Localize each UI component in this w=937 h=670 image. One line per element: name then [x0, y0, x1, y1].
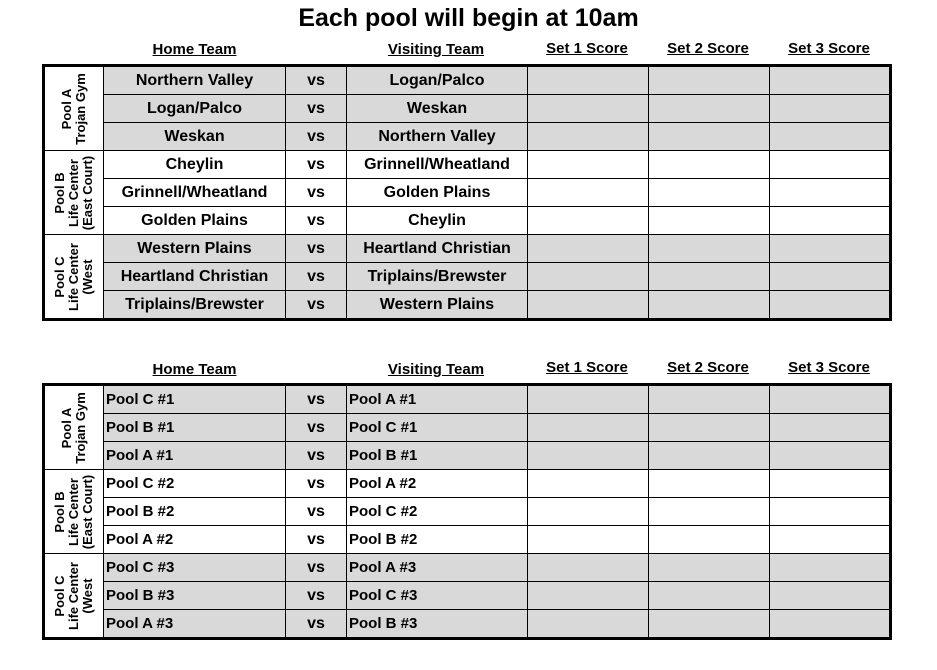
- bracket-schedule-table: [42, 383, 892, 640]
- pool-venue: Life Center: [66, 477, 81, 546]
- set3-score-cell[interactable]: [770, 179, 891, 207]
- vs-cell: vs: [286, 526, 347, 554]
- set3-score-cell[interactable]: [770, 263, 891, 291]
- set1-score-cell[interactable]: [528, 610, 649, 639]
- match-row: [44, 95, 891, 123]
- vs-cell: vs: [286, 263, 347, 291]
- set1-score-cell[interactable]: [528, 554, 649, 582]
- pool-venue2: (West: [80, 577, 95, 614]
- vs-cell: vs: [286, 498, 347, 526]
- vs-cell: vs: [286, 95, 347, 123]
- set2-score-cell[interactable]: [649, 526, 770, 554]
- home-team-cell: Grinnell/Wheatland: [104, 179, 286, 207]
- set2-score-cell[interactable]: [649, 66, 770, 95]
- pool-name: Pool B: [52, 490, 67, 533]
- match-row: [44, 385, 891, 414]
- set2-score-cell[interactable]: [649, 442, 770, 470]
- home-team-cell: Heartland Christian: [104, 263, 286, 291]
- pool-label-cell: [44, 151, 104, 235]
- set3-score-cell[interactable]: [770, 554, 891, 582]
- pool-label-cell: [44, 385, 104, 470]
- home-team-cell: Pool C #2: [104, 470, 286, 498]
- home-team-cell: Logan/Palco: [104, 95, 286, 123]
- vs-cell: vs: [286, 385, 347, 414]
- set3-score-cell[interactable]: [770, 385, 891, 414]
- pool-venue: Trojan Gym: [73, 391, 88, 464]
- set3-score-cell[interactable]: [770, 414, 891, 442]
- visiting-team-header-2: Visiting Team: [387, 361, 485, 378]
- match-row: [44, 151, 891, 179]
- match-row: [44, 414, 891, 442]
- visiting-team-cell: Pool C #3: [347, 582, 528, 610]
- home-team-cell: Pool C #1: [104, 385, 286, 414]
- visiting-team-cell: Pool C #1: [347, 414, 528, 442]
- vs-cell: vs: [286, 123, 347, 151]
- match-row: [44, 498, 891, 526]
- set3-score-cell[interactable]: [770, 235, 891, 263]
- home-team-cell: Pool A #1: [104, 442, 286, 470]
- visiting-team-cell: Pool A #2: [347, 470, 528, 498]
- set2-score-header-2: Set 2 Score: [667, 359, 749, 376]
- pool-venue: Life Center: [66, 158, 81, 227]
- vs-cell: vs: [286, 582, 347, 610]
- visiting-team-cell: Pool B #1: [347, 442, 528, 470]
- match-row: [44, 263, 891, 291]
- visiting-team-cell: Cheylin: [347, 207, 528, 235]
- set1-score-cell[interactable]: [528, 526, 649, 554]
- set3-score-cell[interactable]: [770, 442, 891, 470]
- match-row: [44, 291, 891, 320]
- set1-score-cell[interactable]: [528, 442, 649, 470]
- set2-score-cell[interactable]: [649, 554, 770, 582]
- home-team-cell: Pool B #1: [104, 414, 286, 442]
- visiting-team-cell: Northern Valley: [347, 123, 528, 151]
- pool-venue: Trojan Gym: [73, 72, 88, 145]
- set1-score-cell[interactable]: [528, 151, 649, 179]
- match-row: [44, 207, 891, 235]
- match-row: [44, 470, 891, 498]
- pool-venue2: (East Court): [80, 474, 95, 549]
- vs-cell: vs: [286, 442, 347, 470]
- set1-score-cell[interactable]: [528, 498, 649, 526]
- set2-score-cell[interactable]: [649, 95, 770, 123]
- vs-cell: vs: [286, 66, 347, 95]
- match-row: [44, 123, 891, 151]
- visiting-team-cell: Triplains/Brewster: [347, 263, 528, 291]
- set2-score-cell[interactable]: [649, 291, 770, 320]
- visiting-team-cell: Western Plains: [347, 291, 528, 320]
- match-row: [44, 235, 891, 263]
- home-team-cell: Western Plains: [104, 235, 286, 263]
- set1-score-cell[interactable]: [528, 470, 649, 498]
- home-team-cell: Cheylin: [104, 151, 286, 179]
- vs-cell: vs: [286, 470, 347, 498]
- visiting-team-cell: Pool A #3: [347, 554, 528, 582]
- set1-score-header: Set 1 Score: [546, 40, 628, 57]
- set3-score-cell[interactable]: [770, 123, 891, 151]
- set1-score-cell[interactable]: [528, 179, 649, 207]
- set3-score-cell[interactable]: [770, 291, 891, 320]
- set3-score-cell[interactable]: [770, 95, 891, 123]
- set3-score-cell[interactable]: [770, 207, 891, 235]
- vs-cell: vs: [286, 610, 347, 639]
- set1-score-cell[interactable]: [528, 207, 649, 235]
- set1-score-cell[interactable]: [528, 291, 649, 320]
- visiting-team-cell: Grinnell/Wheatland: [347, 151, 528, 179]
- pool-venue: Life Center: [66, 242, 81, 311]
- set2-score-cell[interactable]: [649, 263, 770, 291]
- pool-venue2: (West: [80, 258, 95, 295]
- set1-score-cell[interactable]: [528, 385, 649, 414]
- set2-score-cell[interactable]: [649, 151, 770, 179]
- match-row: [44, 610, 891, 639]
- pool-name: Pool C: [52, 255, 67, 298]
- visiting-team-cell: Pool B #3: [347, 610, 528, 639]
- pool-label-cell: [44, 235, 104, 320]
- pool-label-cell: [44, 66, 104, 151]
- pool-name: Pool C: [52, 574, 67, 617]
- pool-venue2: (East Court): [80, 155, 95, 230]
- pool-schedule-table: [42, 64, 892, 321]
- set1-score-cell[interactable]: [528, 95, 649, 123]
- set2-score-cell[interactable]: [649, 207, 770, 235]
- home-team-cell: Weskan: [104, 123, 286, 151]
- visiting-team-cell: Heartland Christian: [347, 235, 528, 263]
- home-team-cell: Pool A #3: [104, 610, 286, 639]
- pool-name: Pool A: [59, 407, 74, 448]
- set3-score-cell[interactable]: [770, 526, 891, 554]
- home-team-cell: Pool B #3: [104, 582, 286, 610]
- pool-label-cell: [44, 554, 104, 639]
- pool-name: Pool B: [52, 171, 67, 214]
- set2-score-cell[interactable]: [649, 123, 770, 151]
- vs-cell: vs: [286, 235, 347, 263]
- home-team-cell: Pool B #2: [104, 498, 286, 526]
- visiting-team-cell: Pool A #1: [347, 385, 528, 414]
- home-team-cell: Golden Plains: [104, 207, 286, 235]
- set1-score-cell[interactable]: [528, 263, 649, 291]
- home-team-header: Home Team: [152, 41, 237, 58]
- visiting-team-cell: Pool B #2: [347, 526, 528, 554]
- set2-score-cell[interactable]: [649, 235, 770, 263]
- set2-score-cell[interactable]: [649, 498, 770, 526]
- home-team-header-2: Home Team: [152, 361, 237, 378]
- set3-score-cell[interactable]: [770, 66, 891, 95]
- home-team-cell: Triplains/Brewster: [104, 291, 286, 320]
- visiting-team-cell: Pool C #2: [347, 498, 528, 526]
- set3-score-cell[interactable]: [770, 498, 891, 526]
- home-team-cell: Pool A #2: [104, 526, 286, 554]
- vs-cell: vs: [286, 179, 347, 207]
- visiting-team-cell: Golden Plains: [347, 179, 528, 207]
- visiting-team-cell: Logan/Palco: [347, 66, 528, 95]
- home-team-cell: Pool C #3: [104, 554, 286, 582]
- match-row: [44, 442, 891, 470]
- pool-name: Pool A: [59, 88, 74, 129]
- pool-venue: Life Center: [66, 561, 81, 630]
- visiting-team-header: Visiting Team: [387, 41, 485, 58]
- set3-score-cell[interactable]: [770, 610, 891, 639]
- set2-score-cell[interactable]: [649, 582, 770, 610]
- set3-score-cell[interactable]: [770, 470, 891, 498]
- home-team-cell: Northern Valley: [104, 66, 286, 95]
- match-row: [44, 66, 891, 95]
- set3-score-cell[interactable]: [770, 151, 891, 179]
- set2-score-header: Set 2 Score: [667, 40, 749, 57]
- set2-score-cell[interactable]: [649, 385, 770, 414]
- set2-score-cell[interactable]: [649, 470, 770, 498]
- set2-score-cell[interactable]: [649, 179, 770, 207]
- match-row: [44, 179, 891, 207]
- vs-cell: vs: [286, 151, 347, 179]
- set1-score-cell[interactable]: [528, 66, 649, 95]
- set1-score-cell[interactable]: [528, 235, 649, 263]
- set3-score-header-2: Set 3 Score: [788, 359, 870, 376]
- visiting-team-cell: Weskan: [347, 95, 528, 123]
- set1-score-cell[interactable]: [528, 414, 649, 442]
- match-row: [44, 554, 891, 582]
- set2-score-cell[interactable]: [649, 414, 770, 442]
- match-row: [44, 526, 891, 554]
- vs-cell: vs: [286, 414, 347, 442]
- pool-label-cell: [44, 470, 104, 554]
- vs-cell: vs: [286, 291, 347, 320]
- vs-cell: vs: [286, 207, 347, 235]
- set2-score-cell[interactable]: [649, 610, 770, 639]
- set1-score-header-2: Set 1 Score: [546, 359, 628, 376]
- set1-score-cell[interactable]: [528, 123, 649, 151]
- vs-cell: vs: [286, 554, 347, 582]
- page-title: Each pool will begin at 10am: [298, 4, 639, 32]
- set1-score-cell[interactable]: [528, 582, 649, 610]
- match-row: [44, 582, 891, 610]
- set3-score-cell[interactable]: [770, 582, 891, 610]
- set3-score-header: Set 3 Score: [788, 40, 870, 57]
